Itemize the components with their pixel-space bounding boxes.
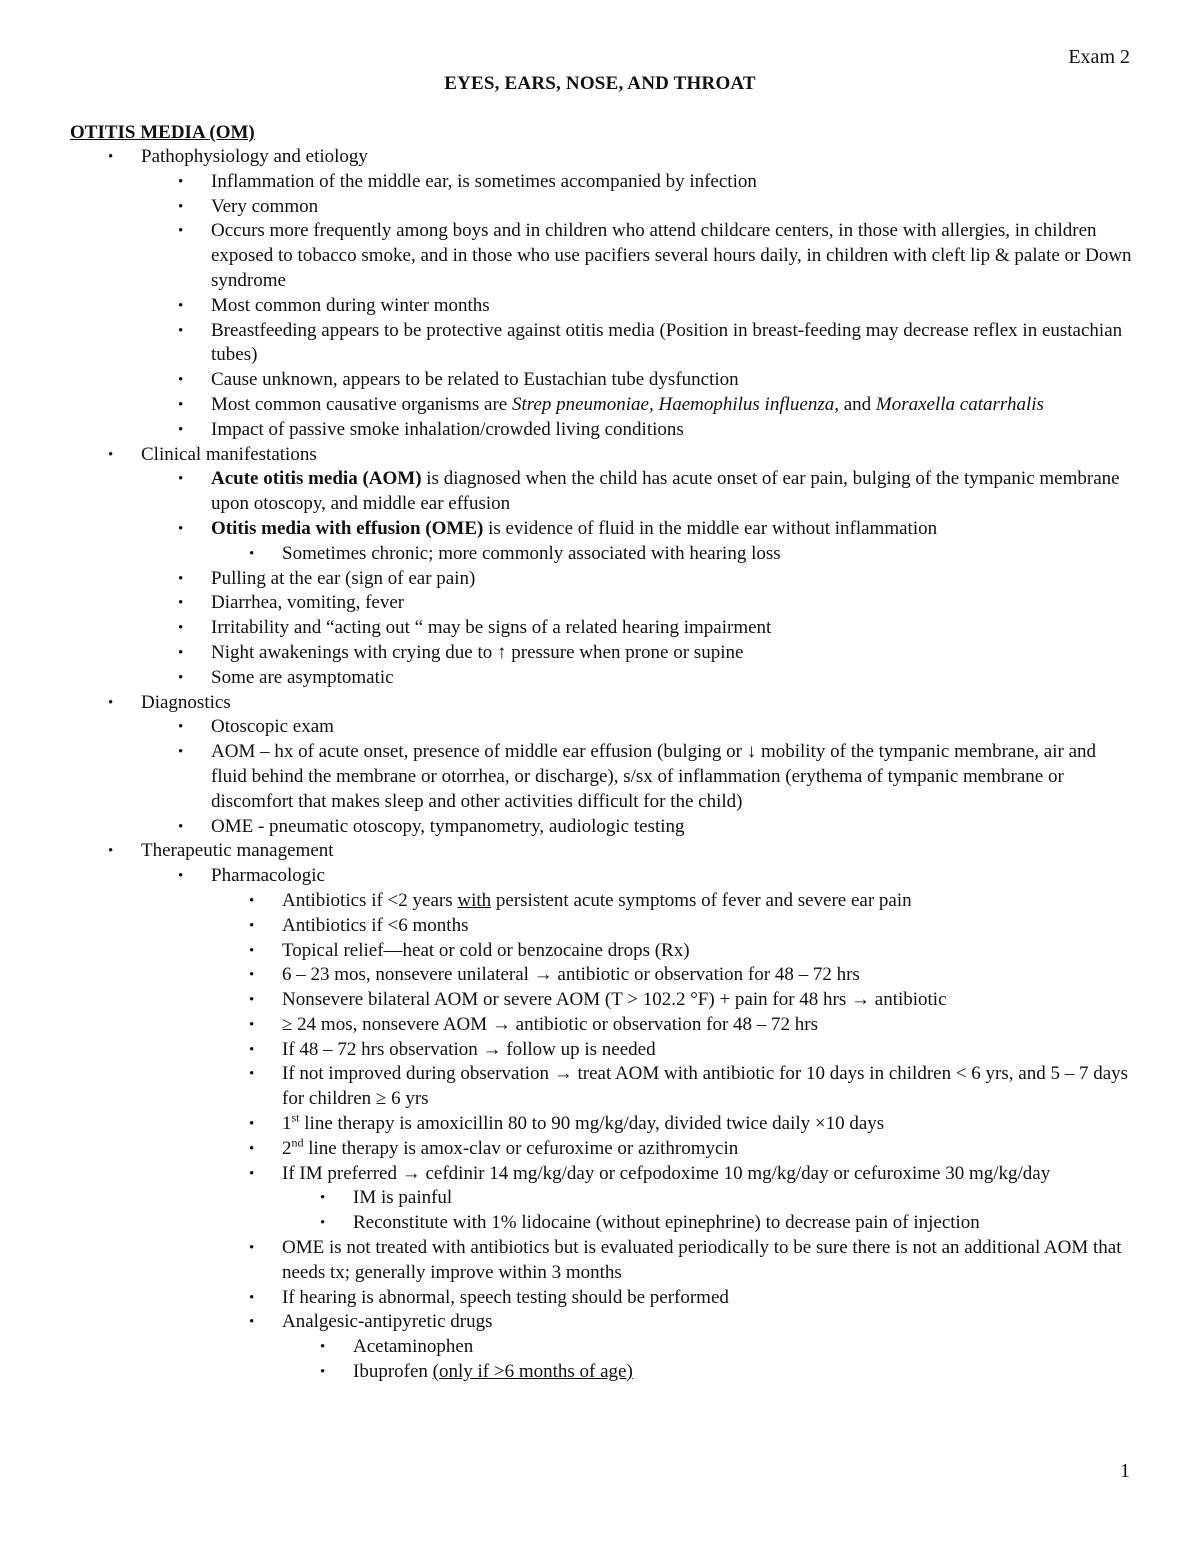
- list-item: • If 48 – 72 hrs observation → follow up is needed: [70, 1038, 1135, 1063]
- bullet: •: [320, 1215, 326, 1232]
- document-body: [70, 120, 1135, 1385]
- list-item: • Pharmacologic: [70, 864, 1135, 889]
- list-item: • ≥ 24 mos, nonsevere AOM → antibiotic or observation for 48 – 72 hrs: [70, 1013, 1135, 1038]
- list-item: • Irritability and “acting out “ may be signs of a related hearing impairment: [70, 616, 1135, 641]
- list-item: • Inflammation of the middle ear, is sometimes accompanied by infection: [70, 170, 1135, 195]
- bullet: •: [249, 1041, 255, 1058]
- bullet: •: [108, 843, 114, 860]
- list-item: • Cause unknown, appears to be related to Eustachian tube dysfunction: [70, 368, 1135, 393]
- list-item: • Reconstitute with 1% lidocaine (without epinephrine) to decrease pain of injection: [70, 1211, 1135, 1236]
- list-item: • Analgesic-antipyretic drugs: [70, 1310, 1135, 1335]
- organism-names: Strep pneumoniae, Haemophilus influenza,: [511, 393, 839, 415]
- list-item: • If IM preferred → cefdinir 14 mg/kg/day or cefpodoxime 10 mg/kg/day or cefuroxime 30 mg/kg/day: [70, 1162, 1135, 1187]
- bullet: •: [320, 1364, 326, 1381]
- list-item: • OME - pneumatic otoscopy, tympanometry, audiologic testing: [70, 815, 1135, 840]
- list-item: • Antibiotics if <2 years with persistent acute symptoms of fever and severe ear pain: [70, 889, 1135, 914]
- bullet: •: [249, 1240, 255, 1257]
- list-item: • AOM – hx of acute onset, presence of middle ear effusion (bulging or ↓ mobility of the tympanic membrane, air and fluid behind the membrane or otorrhea, or discharge), s/sx of inflammation (erythema of tympanic membrane or discomfort that makes sleep and other activities difficult for the child): [178, 741, 1097, 812]
- list-item: • Ibuprofen (only if >6 months of age): [70, 1360, 1135, 1385]
- bullet: •: [178, 372, 184, 389]
- bullet: •: [249, 1140, 255, 1157]
- page-title: EYES, EARS, NOSE, AND THROAT: [444, 73, 756, 94]
- bullet: •: [249, 942, 255, 959]
- bullet: •: [108, 149, 114, 165]
- bullet: •: [249, 892, 255, 909]
- list-item: • Breastfeeding appears to be protective against otitis media (Position in breast-feeding may decrease reflex in eustachian tubes): [178, 319, 1123, 366]
- list-item: • Otitis media with effusion (OME) is evidence of fluid in the middle ear without inflammation: [70, 517, 1135, 542]
- list-item: • Sometimes chronic; more commonly associated with hearing loss: [70, 542, 1135, 567]
- list-item: • If not improved during observation → treat AOM with antibiotic for 10 days in children < 6 yrs, and 5 – 7 days for children ≥ 6 yrs: [249, 1063, 1129, 1110]
- bullet: •: [249, 992, 255, 1009]
- bullet: •: [249, 1314, 255, 1331]
- list-item: • Diagnostics: [70, 691, 1135, 716]
- bullet: •: [320, 1190, 326, 1207]
- bullet: •: [178, 297, 184, 314]
- list-item: • If hearing is abnormal, speech testing should be performed: [70, 1286, 1135, 1311]
- bullet: •: [249, 1116, 255, 1133]
- page-number: 1: [1120, 1460, 1130, 1482]
- list-item: • Pulling at the ear (sign of ear pain): [70, 567, 1135, 592]
- bullet: •: [178, 520, 184, 537]
- term-ome: Otitis media with effusion (OME): [211, 517, 484, 539]
- list-item: • Very common: [70, 195, 1135, 220]
- bullet: •: [178, 421, 184, 438]
- list-item: • Nonsevere bilateral AOM or severe AOM (T > 102.2 °F) + pain for 48 hrs → antibiotic: [70, 988, 1135, 1013]
- list-item: • 1st line therapy is amoxicillin 80 to 90 mg/kg/day, divided twice daily ×10 days: [70, 1112, 1135, 1137]
- list-item: • IM is painful: [70, 1186, 1135, 1211]
- list-item: • 2nd line therapy is amox-clav or cefuroxime or azithromycin: [70, 1137, 1135, 1162]
- bullet: •: [249, 545, 255, 562]
- list-item: • Acute otitis media (AOM) is diagnosed when the child has acute onset of ear pain, bulging of the tympanic membrane upon otoscopy, and middle ear effusion: [178, 468, 1120, 515]
- bullet: •: [108, 694, 114, 711]
- list-item: • Most common during winter months: [70, 294, 1135, 319]
- bullet: •: [249, 917, 255, 934]
- bullet: •: [178, 322, 184, 339]
- bullet: •: [178, 620, 184, 637]
- bullet: •: [320, 1339, 326, 1356]
- bullet: •: [178, 818, 184, 835]
- list-item: • Clinical manifestations: [70, 443, 1135, 468]
- bullet: •: [178, 396, 184, 413]
- bullet: •: [249, 1066, 255, 1083]
- term-aom: Acute otitis media (AOM): [211, 468, 422, 490]
- list-item: • Diarrhea, vomiting, fever: [70, 591, 1135, 616]
- bullet: •: [178, 644, 184, 661]
- bullet: •: [178, 223, 184, 240]
- bullet: •: [249, 967, 255, 984]
- list-item: • Night awakenings with crying due to ↑ pressure when prone or supine: [70, 641, 1135, 666]
- exam-label: Exam 2: [1068, 46, 1130, 68]
- list-item: • Most common causative organisms are Strep pneumoniae, Haemophilus influenza, and Moraxella catarrhalis: [70, 393, 1135, 418]
- bullet: •: [178, 471, 184, 488]
- bullet: •: [249, 1165, 255, 1182]
- list-item: • OME is not treated with antibiotics but is evaluated periodically to be sure there is not an additional AOM that needs tx; generally improve within 3 months: [249, 1237, 1122, 1283]
- section-heading: OTITIS MEDIA (OM): [70, 122, 255, 143]
- organism-name: Moraxella catarrhalis: [875, 393, 1044, 415]
- bullet: •: [178, 595, 184, 612]
- list-item: • Otoscopic exam: [70, 715, 1135, 740]
- bullet: •: [249, 1016, 255, 1033]
- list-item: • Impact of passive smoke inhalation/crowded living conditions: [70, 418, 1135, 443]
- list-item: • Some are asymptomatic: [70, 666, 1135, 691]
- bullet: •: [178, 719, 184, 736]
- bullet: •: [178, 198, 184, 215]
- list-item: • Therapeutic management: [70, 839, 1135, 864]
- bullet: •: [178, 173, 184, 190]
- bullet: •: [108, 446, 114, 463]
- list-item: • Occurs more frequently among boys and in children who attend childcare centers, in those with allergies, in children exposed to tobacco smoke, and in those who use pacifiers several hours daily, in children with cleft lip & palate or Down syndrome: [178, 220, 1132, 291]
- bullet: •: [249, 1289, 255, 1306]
- bullet: •: [178, 669, 184, 686]
- bullet: •: [178, 570, 184, 587]
- list-item: • Acetaminophen: [70, 1335, 1135, 1360]
- list-item: • 6 – 23 mos, nonsevere unilateral → antibiotic or observation for 48 – 72 hrs: [70, 963, 1135, 988]
- bullet: •: [178, 868, 184, 885]
- list-item: • Antibiotics if <6 months: [70, 914, 1135, 939]
- bullet: •: [178, 744, 184, 761]
- list-item: • Topical relief—heat or cold or benzocaine drops (Rx): [70, 939, 1135, 964]
- list-item: • Pathophysiology and etiology: [70, 145, 1135, 170]
